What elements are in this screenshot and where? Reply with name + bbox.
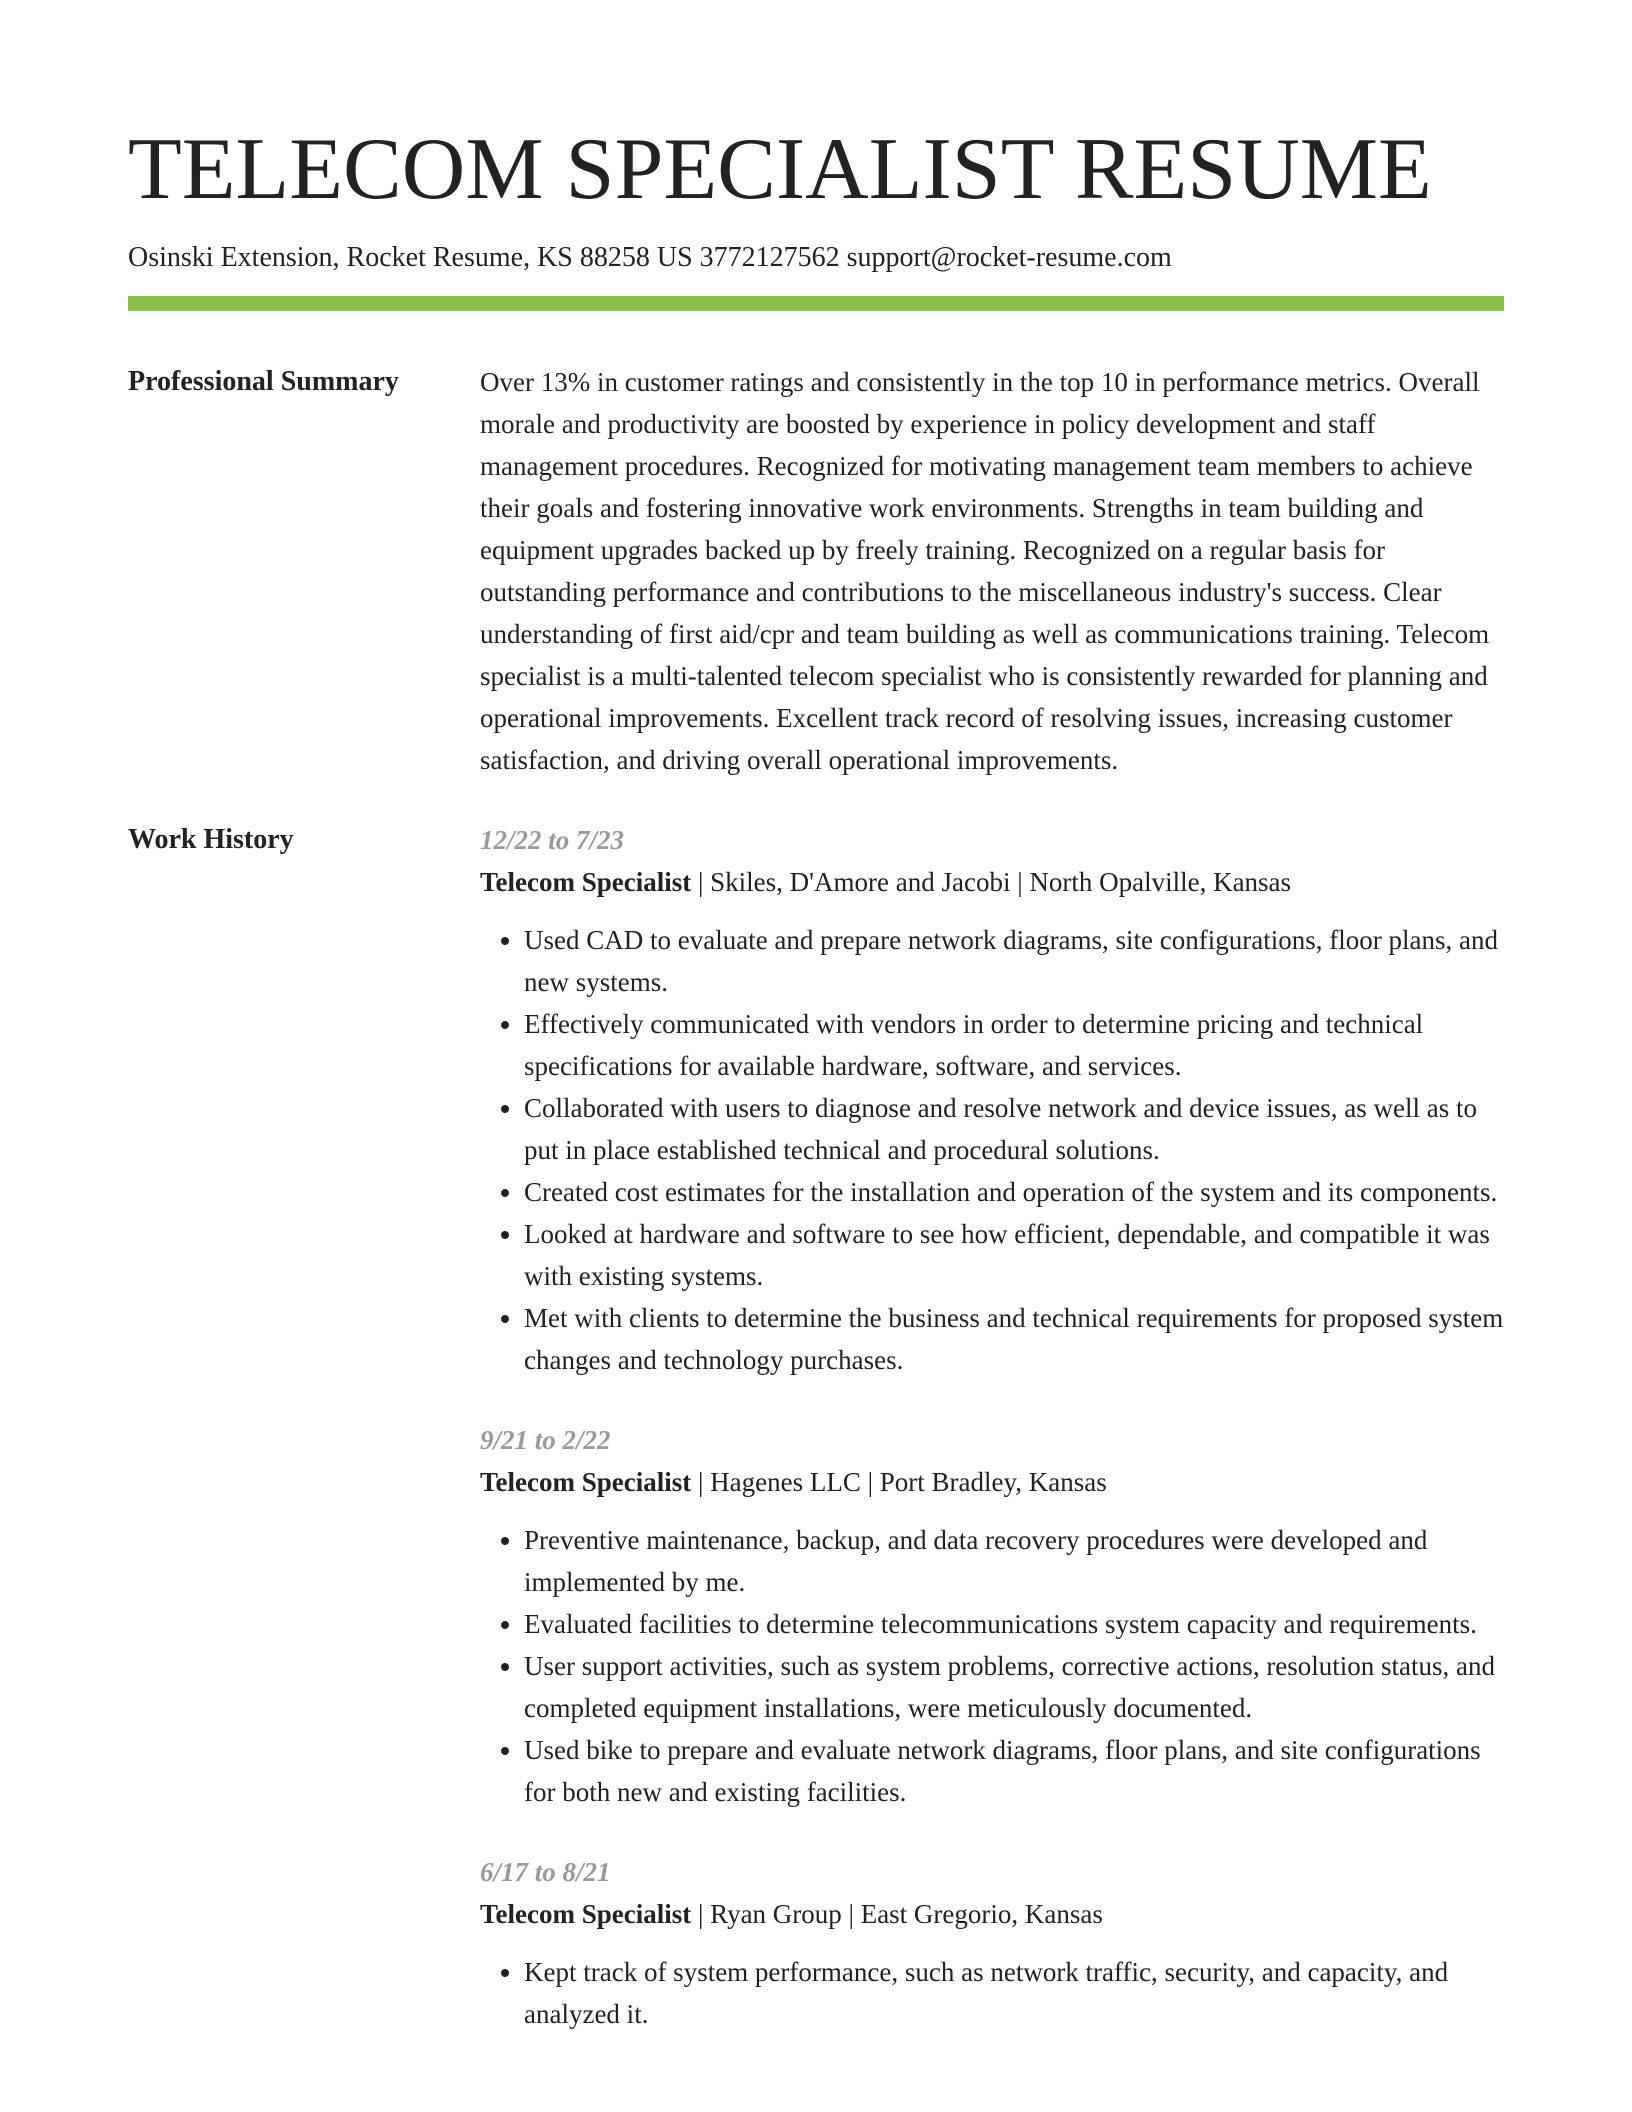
section-body-professional-summary: [480, 361, 1504, 781]
job-heading: [480, 1893, 1504, 1935]
job-bullet-list: [480, 919, 1504, 1381]
section-label-professional-summary: Professional Summary: [128, 366, 399, 397]
job-bullet: • Collaborated with users to diagnose and resolve network and device issues, as well as to put in place established technical and procedural solutions.: [524, 1087, 1504, 1171]
job-bullet: • Used CAD to evaluate and prepare network diagrams, site configurations, floor plans, and new systems.: [524, 919, 1504, 1003]
professional-summary-section: [128, 361, 1504, 781]
job-entry: [480, 1419, 1504, 1813]
job-title: Telecom Specialist: [480, 1899, 692, 1929]
resume-page: [128, 0, 1504, 2035]
work-history-section: [128, 819, 1504, 2035]
job-company-location: | Ryan Group | East Gregorio, Kansas: [691, 1899, 1103, 1929]
job-bullet: • Looked at hardware and software to see how efficient, dependable, and compatible it was with existing systems.: [524, 1213, 1504, 1297]
job-bullet: • Preventive maintenance, backup, and data recovery procedures were developed and implemented by me.: [524, 1519, 1504, 1603]
job-dates: 6/17 to 8/21: [480, 1857, 611, 1887]
job-title: Telecom Specialist: [480, 867, 692, 897]
accent-divider: [128, 296, 1504, 311]
job-bullet: • Kept track of system performance, such as network traffic, security, and capacity, and analyzed it.: [524, 1951, 1504, 2035]
job-bullet: • Met with clients to determine the business and technical requirements for proposed system changes and technology purchases.: [524, 1297, 1504, 1381]
job-entry: [480, 1851, 1504, 2035]
job-company-location: | Skiles, D'Amore and Jacobi | North Opalville, Kansas: [691, 867, 1292, 897]
job-company-location: | Hagenes LLC | Port Bradley, Kansas: [691, 1467, 1107, 1497]
section-label-work-history: Work History: [128, 824, 294, 855]
summary-paragraph: Over 13% in customer ratings and consistently in the top 10 in performance metrics. Overall morale and productivity are boosted by experience in policy development and staff management procedures. Recognized for motivating management team members to achieve their goals and fostering innovative work environments. Strengths in team building and equipment upgrades backed up by freely training. Recognized on a regular basis for outstanding performance and contributions to the miscellaneous industry's success. Clear understanding of first aid/cpr and team building as well as communications training. Telecom specialist is a multi-talented telecom specialist who is consistently rewarded for planning and operational improvements. Excellent track record of resolving issues, increasing customer satisfaction, and driving overall operational improvements.: [480, 367, 1490, 775]
contact-line: Osinski Extension, Rocket Resume, KS 88258 US 3772127562 support@rocket-resume.com: [128, 242, 1172, 273]
job-heading: [480, 1461, 1504, 1503]
job-bullet: • Effectively communicated with vendors in order to determine pricing and technical specifications for available hardware, software, and services.: [524, 1003, 1504, 1087]
job-bullet: • Evaluated facilities to determine telecommunications system capacity and requirements.: [524, 1603, 1504, 1645]
work-history-list: [480, 819, 1504, 2035]
job-bullet-list: [480, 1519, 1504, 1813]
job-bullet: • Used bike to prepare and evaluate network diagrams, floor plans, and site configurations for both new and existing facilities.: [524, 1729, 1504, 1813]
job-bullet: • Created cost estimates for the installation and operation of the system and its components.: [524, 1171, 1504, 1213]
job-heading: [480, 861, 1504, 903]
job-dates: 9/21 to 2/22: [480, 1425, 611, 1455]
job-bullet-list: [480, 1951, 1504, 2035]
job-dates: 12/22 to 7/23: [480, 825, 625, 855]
job-title: Telecom Specialist: [480, 1467, 692, 1497]
resume-title: TELECOM SPECIALIST RESUME: [128, 121, 1432, 218]
job-bullet: • User support activities, such as system problems, corrective actions, resolution status, and completed equipment installations, were meticulously documented.: [524, 1645, 1504, 1729]
job-entry: [480, 819, 1504, 1381]
